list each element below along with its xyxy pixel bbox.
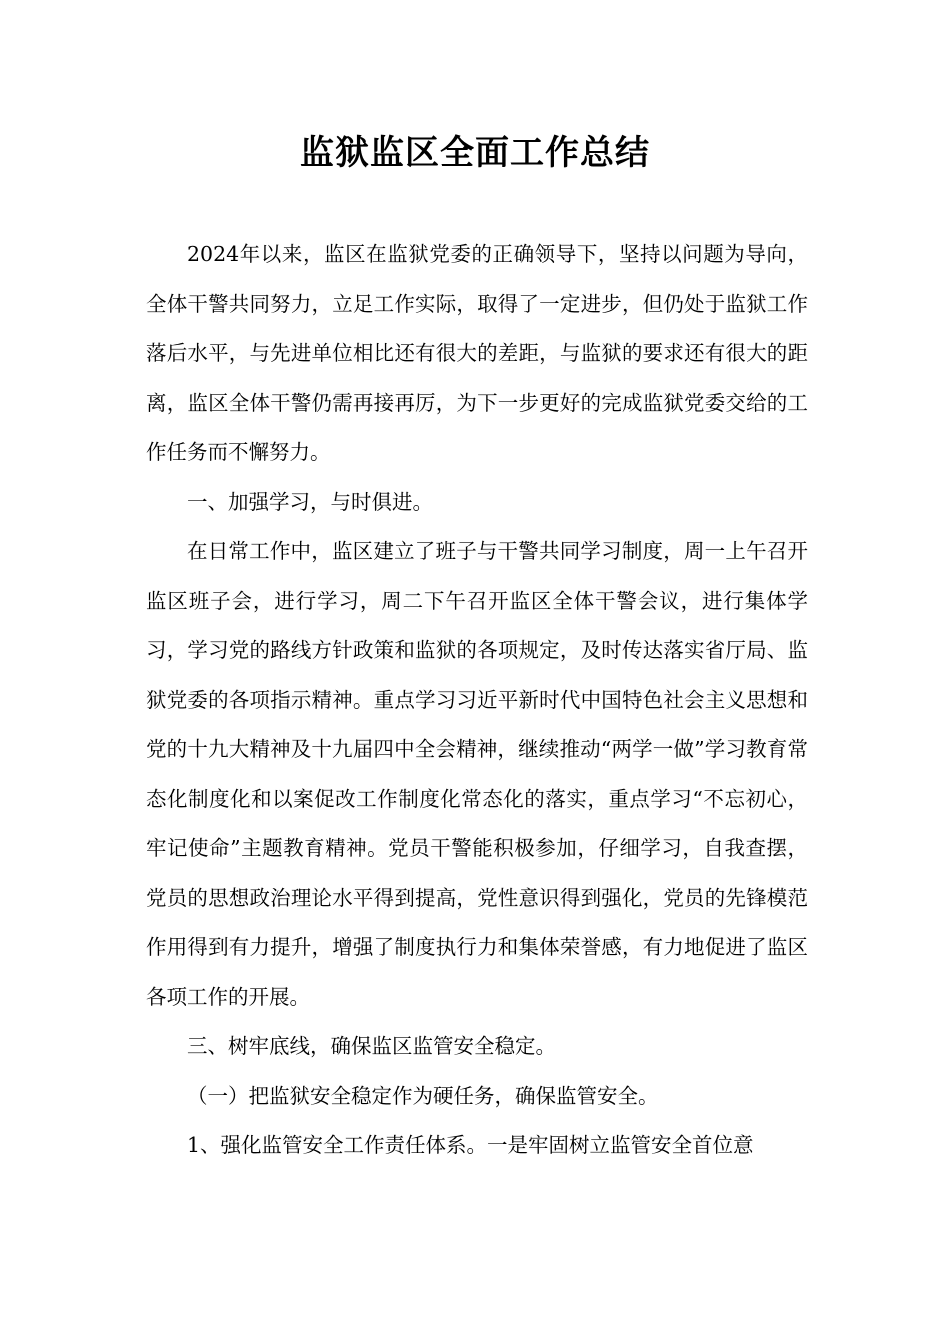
document-title: 监狱监区全面工作总结 [300, 133, 650, 173]
paragraph-intro: 2024年以来，监区在监狱党委的正确领导下，坚持以问题为导向，全体干警共同努力，立足工作实际，取得了一定进步，但仍处于监狱工作落后水平，与先进单位相比还有很大的差距，与监狱的要求还有很大的距离，监区全体干警仍需再接再厉，为下一步更好的完成监狱党委交给的工作任务而不懈努力。 [146, 242, 808, 464]
section-heading-safety: 三、树牢底线，确保监区监管安全稳定。 [187, 1034, 556, 1058]
subsection-heading-safety-task: （一）把监狱安全稳定作为硬任务，确保监管安全。 [187, 1083, 659, 1108]
document-body [146, 230, 808, 1171]
section-heading-study: 一、加强学习，与时俱进。 [187, 489, 433, 514]
paragraph-study: 在日常工作中，监区建立了班子与干警共同学习制度，周一上午召开监区班子会，进行学习，周二下午召开监区全体干警会议，进行集体学习，学习党的路线方针政策和监狱的各项规定，及时传达落实省厅局、监狱党委的各项指示精神。重点学习习近平新时代中国特色社会主义思想和党的十九大精神及十九届四中全会精神，继续推动“两学一做”学习教育常态化制度化和以案促改工作制度化常态化的落实，重点学习“不忘初心，牢记使命”主题教育精神。党员干警能积极参加，仔细学习，自我查摆，党员的思想政治理论水平得到提高，党性意识得到强化，党员的先锋模范作用得到有力提升，增强了制度执行力和集体荣誉感，有力地促进了监区各项工作的开展。 [146, 539, 808, 1009]
paragraph-responsibility: 1、强化监管安全工作责任体系。一是牢固树立监管安全首位意 [187, 1133, 754, 1157]
